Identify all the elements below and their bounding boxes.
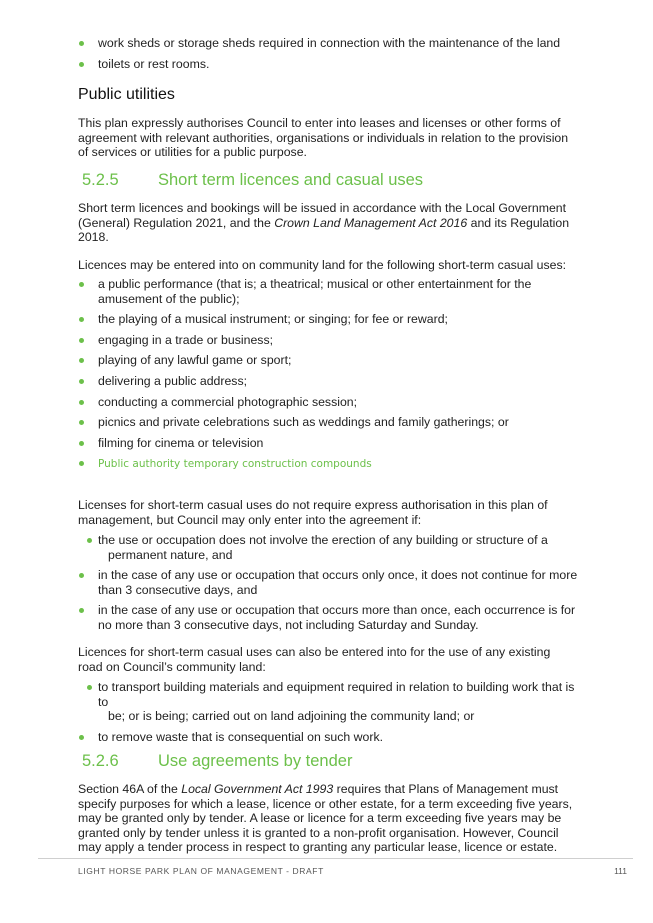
bullet-icon: [79, 358, 84, 363]
list-item: [78, 603, 578, 632]
list-item-text: to remove waste that is consequential on such work.: [98, 729, 384, 744]
public-utilities-paragraph: This plan expressly authorises Council to enter into leases and licenses or other forms of agreement with relevant authorities, organisations or individuals in relation to the provision of services or utilities for a public purpose.: [78, 116, 569, 160]
list-item: [78, 436, 578, 451]
list-item-continuation: permanent nature, and: [108, 547, 233, 562]
section-title: Short term licences and casual uses: [158, 171, 424, 189]
list-item-text: filming for cinema or television: [98, 435, 264, 450]
list-item-text: a public performance (that is; a theatrical; musical or other entertainment for the amusement of the public);: [98, 277, 532, 306]
list-item-text: picnics and private celebrations such as weddings and family gatherings; or: [98, 415, 509, 430]
list-item-text: playing of any lawful game or sport;: [98, 353, 292, 368]
bullet-icon: [79, 461, 84, 466]
list-item: [78, 456, 578, 472]
bullet-icon: [79, 282, 84, 287]
list-item-text: the use or occupation does not involve the erection of any building or structure of a: [98, 533, 548, 547]
list-item-text: Public authority temporary construction compounds: [98, 458, 372, 471]
bullet-icon: [79, 573, 84, 578]
section-525-paragraph-2: Licences may be entered into on community land for the following short-term casual uses:: [78, 258, 567, 272]
section-title: Use agreements by tender: [158, 752, 353, 770]
list-item-text: the playing of a musical instrument; or singing; for fee or reward;: [98, 312, 448, 327]
footer-divider: [38, 858, 633, 859]
bullet-icon: [87, 685, 92, 690]
list-item: [78, 277, 578, 306]
list-item-text: work sheds or storage sheds required in connection with the maintenance of the land: [98, 36, 561, 50]
text-run: Section 46A of the: [78, 782, 182, 796]
list-item-text: delivering a public address;: [98, 373, 248, 388]
bullet-icon: [79, 62, 84, 67]
conditions-list: [78, 533, 578, 633]
list-item: [78, 533, 578, 562]
list-item: [78, 415, 578, 430]
footer-page-number: 111: [614, 866, 627, 876]
section-number: 5.2.5: [82, 171, 119, 189]
list-item: [78, 680, 578, 724]
bullet-icon: [79, 338, 84, 343]
section-525-paragraph-3: Licenses for short-term casual uses do not require express authorisation in this plan of management, but Council may only enter into the agreement if:: [78, 498, 548, 527]
bullet-icon: [79, 379, 84, 384]
bullet-icon: [79, 608, 84, 613]
list-item: [78, 36, 578, 51]
list-item-text: in the case of any use or occupation that occurs more than once, each occurrence is for no more than 3 consecutive days, not including Saturday and Sunday.: [98, 603, 576, 632]
list-item: [78, 395, 578, 410]
list-item: [78, 333, 578, 348]
footer-document-title: LIGHT HORSE PARK PLAN OF MANAGEMENT - DRAFT: [78, 866, 324, 876]
list-item: [78, 568, 578, 597]
short-term-uses-list: [78, 277, 578, 472]
list-item-text: conducting a commercial photographic session;: [98, 394, 358, 409]
list-item-text: in the case of any use or occupation that occurs only once, it does not continue for more than 3 consecutive days, and: [98, 568, 578, 597]
bullet-icon: [87, 538, 92, 543]
section-526-heading: [82, 752, 352, 771]
text-run: and its Regulation 2018.: [78, 215, 570, 245]
bullet-icon: [79, 41, 84, 46]
act-title: Local Government Act 1993: [181, 782, 334, 796]
bullet-icon: [79, 441, 84, 446]
list-item-text: toilets or rest rooms.: [98, 56, 210, 71]
list-item: [78, 374, 578, 389]
text-run: requires that Plans of Management must specify purposes for which a lease, licence or other estate, for a term exceeding five years, may be granted only by tender. A lease or licence for a term exceeding five years may be granted only by tender unless it is granted to a non-profit organisation. However, Council may apply a tender process in respect to granting any particular lease, licence or estate.: [78, 782, 573, 855]
top-bullet-list: [78, 36, 578, 71]
section-525-paragraph-1: [78, 201, 578, 245]
bullet-icon: [79, 735, 84, 740]
list-item-continuation: be; or is being; carried out on land adjoining the community land; or: [108, 709, 475, 724]
text-run: Short term licences and bookings will be issued in accordance with the Local Government (General) Regulation 2021, and the: [78, 201, 567, 230]
bullet-icon: [79, 317, 84, 322]
public-utilities-heading: Public utilities: [78, 86, 175, 103]
section-525-paragraph-4: Licences for short-term casual uses can also be entered into for the use of any existing road on Council’s community land:: [78, 645, 551, 674]
bullet-icon: [79, 400, 84, 405]
section-526-paragraph: [78, 782, 578, 855]
list-item: [78, 730, 578, 745]
act-title: Crown Land Management Act 2016: [274, 215, 468, 230]
road-uses-list: [78, 680, 578, 744]
bullet-icon: [79, 420, 84, 425]
list-item: [78, 353, 578, 368]
list-item: [78, 57, 578, 72]
section-number: 5.2.6: [82, 752, 119, 770]
list-item-text: engaging in a trade or business;: [98, 332, 274, 347]
list-item-text: to transport building materials and equipment required in relation to building work that is to: [98, 680, 575, 709]
list-item: [78, 312, 578, 327]
section-525-heading: [82, 171, 423, 190]
